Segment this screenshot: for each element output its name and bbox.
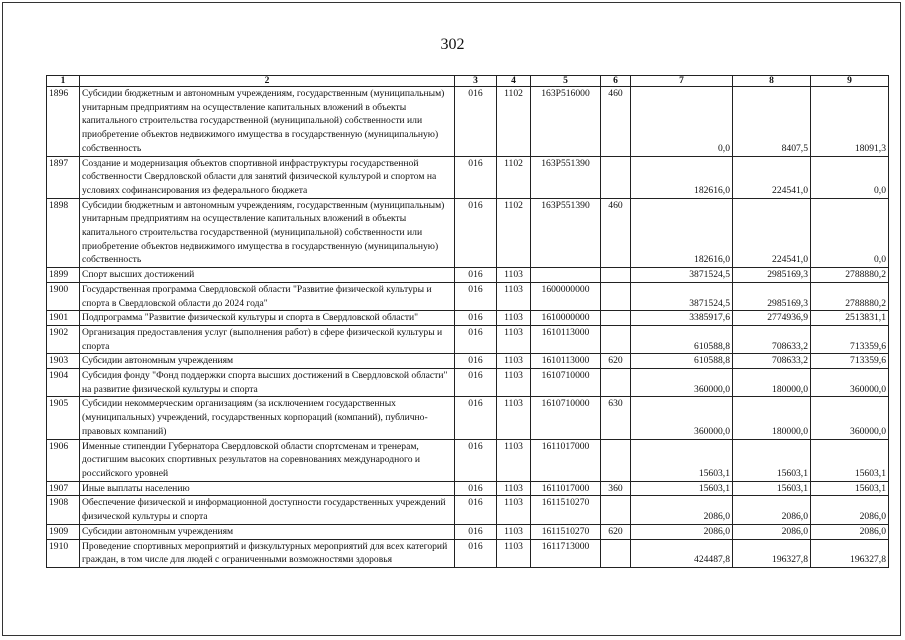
col9-amount: 2513831,1 — [811, 311, 889, 326]
col7-amount: 610588,8 — [631, 354, 733, 369]
col7-amount: 182616,0 — [631, 198, 733, 268]
col8-amount: 2086,0 — [733, 524, 811, 539]
row-name: Субсидия фонду "Фонд поддержки спорта высших достижений в Свердловской области" на развитие физической культуры и спорта — [80, 369, 455, 397]
col5-target: 1611510270 — [531, 524, 601, 539]
col6-type — [601, 369, 631, 397]
row-number: 1897 — [47, 156, 80, 198]
table-row — [47, 198, 889, 268]
col7-amount: 610588,8 — [631, 325, 733, 353]
row-number: 1908 — [47, 496, 80, 524]
table-row — [47, 397, 889, 439]
col9-amount: 0,0 — [811, 156, 889, 198]
col9-amount: 2788880,2 — [811, 268, 889, 283]
row-name: Спорт высших достижений — [80, 268, 455, 283]
row-name: Субсидии бюджетным и автономным учреждениям, государственным (муниципальным) унитарным предприятиям на осуществление капитальных вложений в объекты капитального строительства государственной (муниципальной) собственности или приобретение объектов недвижимого имущества в государственную (муниципальную) собственность — [80, 198, 455, 268]
col9-amount: 0,0 — [811, 198, 889, 268]
col3-code: 016 — [455, 282, 497, 310]
col5-target: 163P516000 — [531, 87, 601, 157]
col4-section: 1103 — [497, 539, 531, 567]
row-number: 1898 — [47, 198, 80, 268]
col8-amount: 2086,0 — [733, 496, 811, 524]
col-header-5: 5 — [531, 76, 601, 87]
col-header-9: 9 — [811, 76, 889, 87]
col6-type: 460 — [601, 87, 631, 157]
col8-amount: 708633,2 — [733, 325, 811, 353]
col3-code: 016 — [455, 325, 497, 353]
col6-type — [601, 325, 631, 353]
table-row — [47, 311, 889, 326]
col8-amount: 180000,0 — [733, 369, 811, 397]
table-row — [47, 539, 889, 567]
row-number: 1907 — [47, 481, 80, 496]
col5-target: 1610710000 — [531, 397, 601, 439]
row-name: Субсидии автономным учреждениям — [80, 354, 455, 369]
col6-type — [601, 268, 631, 283]
row-number: 1903 — [47, 354, 80, 369]
col6-type: 630 — [601, 397, 631, 439]
col5-target: 163P551390 — [531, 156, 601, 198]
row-name: Подпрограмма "Развитие физической культуры и спорта в Свердловской области" — [80, 311, 455, 326]
col3-code: 016 — [455, 397, 497, 439]
col9-amount: 15603,1 — [811, 481, 889, 496]
table-row — [47, 496, 889, 524]
col4-section: 1102 — [497, 87, 531, 157]
row-number: 1905 — [47, 397, 80, 439]
col9-amount: 2086,0 — [811, 524, 889, 539]
col8-amount: 8407,5 — [733, 87, 811, 157]
col3-code: 016 — [455, 87, 497, 157]
col8-amount: 15603,1 — [733, 439, 811, 481]
table-row — [47, 325, 889, 353]
row-number: 1902 — [47, 325, 80, 353]
col4-section: 1102 — [497, 156, 531, 198]
row-number: 1906 — [47, 439, 80, 481]
col6-type: 620 — [601, 524, 631, 539]
col3-code: 016 — [455, 524, 497, 539]
col6-type — [601, 156, 631, 198]
col9-amount: 360000,0 — [811, 369, 889, 397]
col-header-6: 6 — [601, 76, 631, 87]
row-name: Проведение спортивных мероприятий и физкультурных мероприятий для всех категорий граждан, в том числе для людей с ограниченными возможностями здоровья — [80, 539, 455, 567]
col8-amount: 224541,0 — [733, 198, 811, 268]
col3-code: 016 — [455, 496, 497, 524]
col3-code: 016 — [455, 354, 497, 369]
row-name: Субсидии бюджетным и автономным учреждениям, государственным (муниципальным) унитарным предприятиям на осуществление капитальных вложений в объекты капитального строительства государственной (муниципальной) собственности или приобретение объектов недвижимого имущества в государственную (муниципальную) собственность — [80, 87, 455, 157]
col7-amount: 2086,0 — [631, 496, 733, 524]
col5-target: 1600000000 — [531, 282, 601, 310]
table-row — [47, 439, 889, 481]
col6-type — [601, 311, 631, 326]
col3-code: 016 — [455, 156, 497, 198]
col5-target: 1611017000 — [531, 439, 601, 481]
col3-code: 016 — [455, 268, 497, 283]
col-header-2: 2 — [80, 76, 455, 87]
col6-type — [601, 539, 631, 567]
col4-section: 1103 — [497, 397, 531, 439]
row-number: 1904 — [47, 369, 80, 397]
col5-target: 163P551390 — [531, 198, 601, 268]
col5-target: 1611510270 — [531, 496, 601, 524]
col4-section: 1103 — [497, 325, 531, 353]
col8-amount: 15603,1 — [733, 481, 811, 496]
col6-type — [601, 282, 631, 310]
col4-section: 1103 — [497, 439, 531, 481]
col3-code: 016 — [455, 198, 497, 268]
table-row — [47, 524, 889, 539]
row-name: Государственная программа Свердловской области "Развитие физической культуры и спорта в Свердловской области до 2024 года" — [80, 282, 455, 310]
col5-target: 1610000000 — [531, 311, 601, 326]
table-row — [47, 87, 889, 157]
col7-amount: 360000,0 — [631, 369, 733, 397]
row-name: Создание и модернизация объектов спортивной инфраструктуры государственной собственности Свердловской области для занятий физической культурой и спортом на условиях софинансирования из федерального бюджета — [80, 156, 455, 198]
col7-amount: 360000,0 — [631, 397, 733, 439]
col5-target: 1610113000 — [531, 354, 601, 369]
col7-amount: 0,0 — [631, 87, 733, 157]
col9-amount: 713359,6 — [811, 325, 889, 353]
col9-amount: 713359,6 — [811, 354, 889, 369]
row-number: 1901 — [47, 311, 80, 326]
col9-amount: 2788880,2 — [811, 282, 889, 310]
col3-code: 016 — [455, 311, 497, 326]
col9-amount: 360000,0 — [811, 397, 889, 439]
col7-amount: 15603,1 — [631, 481, 733, 496]
col3-code: 016 — [455, 539, 497, 567]
col9-amount: 196327,8 — [811, 539, 889, 567]
col5-target: 1610113000 — [531, 325, 601, 353]
col4-section: 1103 — [497, 268, 531, 283]
col4-section: 1103 — [497, 496, 531, 524]
col4-section: 1103 — [497, 354, 531, 369]
row-name: Организация предоставления услуг (выполнения работ) в сфере физической культуры и спорта — [80, 325, 455, 353]
col6-type — [601, 496, 631, 524]
row-number: 1899 — [47, 268, 80, 283]
table-row — [47, 481, 889, 496]
col9-amount: 18091,3 — [811, 87, 889, 157]
col5-target — [531, 268, 601, 283]
col-header-7: 7 — [631, 76, 733, 87]
row-name: Субсидии автономным учреждениям — [80, 524, 455, 539]
col4-section: 1103 — [497, 282, 531, 310]
col8-amount: 196327,8 — [733, 539, 811, 567]
col4-section: 1103 — [497, 481, 531, 496]
col6-type: 360 — [601, 481, 631, 496]
col7-amount: 2086,0 — [631, 524, 733, 539]
col8-amount: 224541,0 — [733, 156, 811, 198]
col6-type — [601, 439, 631, 481]
col3-code: 016 — [455, 481, 497, 496]
col4-section: 1103 — [497, 311, 531, 326]
row-name: Обеспечение физической и информационной доступности государственных учреждений физической культуры и спорта — [80, 496, 455, 524]
col7-amount: 3385917,6 — [631, 311, 733, 326]
col8-amount: 2985169,3 — [733, 282, 811, 310]
col7-amount: 182616,0 — [631, 156, 733, 198]
col4-section: 1103 — [497, 369, 531, 397]
col7-amount: 424487,8 — [631, 539, 733, 567]
col4-section: 1103 — [497, 524, 531, 539]
col-header-4: 4 — [497, 76, 531, 87]
col8-amount: 708633,2 — [733, 354, 811, 369]
col4-section: 1102 — [497, 198, 531, 268]
col5-target: 1610710000 — [531, 369, 601, 397]
table-row — [47, 282, 889, 310]
row-name: Иные выплаты населению — [80, 481, 455, 496]
col5-target: 1611017000 — [531, 481, 601, 496]
table-row — [47, 156, 889, 198]
page-number: 302 — [440, 36, 465, 53]
row-number: 1909 — [47, 524, 80, 539]
col8-amount: 2985169,3 — [733, 268, 811, 283]
col-header-3: 3 — [455, 76, 497, 87]
col7-amount: 3871524,5 — [631, 282, 733, 310]
col8-amount: 2774936,9 — [733, 311, 811, 326]
col3-code: 016 — [455, 369, 497, 397]
row-name: Субсидии некоммерческим организациям (за исключением государственных (муниципальных) учреждений, государственных корпораций (компаний), публично-правовых компаний) — [80, 397, 455, 439]
row-name: Именные стипендии Губернатора Свердловской области спортсменам и тренерам, достигшим высоких спортивных результатов на соревнованиях международного и российского уровней — [80, 439, 455, 481]
table-row — [47, 268, 889, 283]
table-row — [47, 369, 889, 397]
col9-amount: 15603,1 — [811, 439, 889, 481]
header-row — [47, 76, 889, 87]
row-number: 1910 — [47, 539, 80, 567]
row-number: 1896 — [47, 87, 80, 157]
col9-amount: 2086,0 — [811, 496, 889, 524]
col5-target: 1611713000 — [531, 539, 601, 567]
col-header-8: 8 — [733, 76, 811, 87]
col8-amount: 180000,0 — [733, 397, 811, 439]
col6-type: 620 — [601, 354, 631, 369]
table-row — [47, 354, 889, 369]
col3-code: 016 — [455, 439, 497, 481]
budget-table — [46, 75, 889, 568]
col6-type: 460 — [601, 198, 631, 268]
row-number: 1900 — [47, 282, 80, 310]
col-header-1: 1 — [47, 76, 80, 87]
col7-amount: 15603,1 — [631, 439, 733, 481]
col7-amount: 3871524,5 — [631, 268, 733, 283]
